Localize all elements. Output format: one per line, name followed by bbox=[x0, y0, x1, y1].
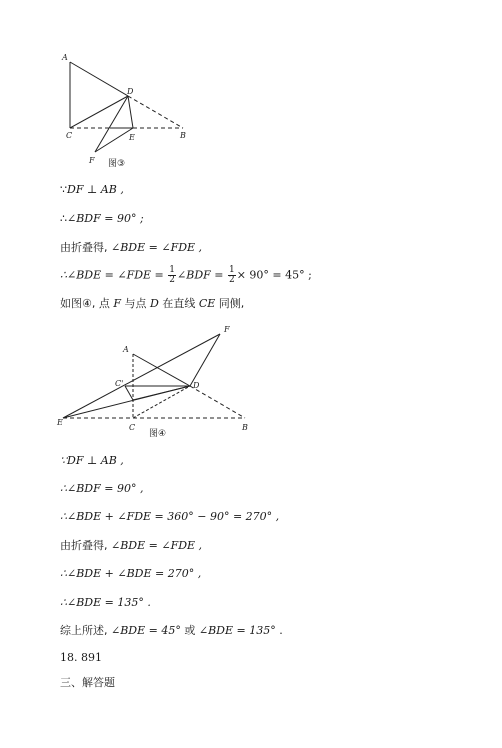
line-case4-intro: 如图④, 点 F 与点 D 在直线 CE 同侧, bbox=[60, 297, 245, 310]
line-calc-45: ∴∠BDE = ∠FDE = $\frac{1}{2}$ ∠BDF = $\frac{1}{2}$ × 90° = 45° ; bbox=[60, 265, 312, 285]
answer-18: 18. 891 bbox=[60, 651, 102, 664]
line-bdf-90-2: ∴∠BDF = 90° , bbox=[60, 482, 144, 495]
figure-3-caption: 图③ bbox=[108, 159, 126, 169]
figure-3-diagram bbox=[55, 48, 215, 173]
seg-cd bbox=[70, 96, 128, 128]
seg-cd-dashed bbox=[133, 386, 190, 418]
seg-de bbox=[128, 96, 133, 128]
seg-c1c bbox=[125, 386, 133, 400]
seg-fe bbox=[95, 128, 133, 152]
line-fold-2: 由折叠得, ∠BDE = ∠FDE , bbox=[60, 539, 203, 552]
seg-ad bbox=[133, 354, 190, 386]
line-double-270: ∴∠BDE + ∠BDE = 270° , bbox=[60, 567, 202, 580]
label-c-prime: C' bbox=[115, 379, 124, 388]
label-f: F bbox=[224, 325, 230, 334]
seg-db bbox=[190, 386, 245, 418]
line-bdf-90-1: ∴∠BDF = 90° ; bbox=[60, 212, 144, 225]
label-a: A bbox=[62, 53, 68, 62]
label-c: C bbox=[66, 131, 73, 140]
seg-db bbox=[128, 96, 183, 128]
seg-df bbox=[95, 96, 128, 152]
line-fold-1: 由折叠得, ∠BDE = ∠FDE , bbox=[60, 241, 203, 254]
line-sum-270: ∴∠BDE + ∠FDE = 360° − 90° = 270° , bbox=[60, 510, 280, 523]
label-e: E bbox=[129, 133, 135, 142]
label-d: D bbox=[193, 381, 200, 390]
line-summary: 综上所述, ∠BDE = 45° 或 ∠BDE = 135° . bbox=[60, 624, 283, 637]
label-e: E bbox=[57, 418, 63, 427]
label-b: B bbox=[242, 423, 248, 432]
line-bde-135: ∴∠BDE = 135° . bbox=[60, 596, 151, 609]
label-b: B bbox=[180, 131, 186, 140]
seg-ad bbox=[70, 62, 128, 96]
label-a: A bbox=[123, 345, 129, 354]
label-c: C bbox=[129, 423, 136, 432]
figure-4-diagram bbox=[55, 320, 270, 445]
seg-cd bbox=[133, 386, 190, 400]
line-df-perp-ab-1: ∵DF ⊥ AB , bbox=[60, 183, 124, 196]
label-d: D bbox=[127, 87, 134, 96]
seg-ef bbox=[63, 334, 220, 418]
line-df-perp-ab-2: ∵DF ⊥ AB , bbox=[60, 454, 124, 467]
label-f: F bbox=[89, 156, 95, 165]
section-3-heading: 三、解答题 bbox=[60, 676, 115, 689]
figure-4-caption: 图④ bbox=[149, 429, 167, 439]
